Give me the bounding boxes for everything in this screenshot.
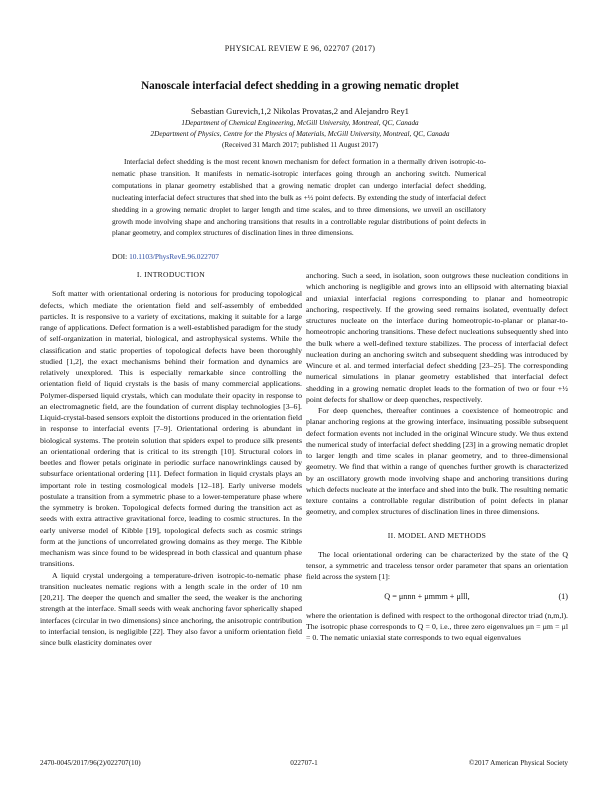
intro-paragraph-1: Soft matter with orientational ordering is notorious for producing topological defects, which mediate the orientation field and self-assembly of embedded particles. It is responsive to a variety of excitations, making it suitable for a large range of applications. Defect formation is a well-established paradigm for the study of self-organization in material, biological, and astrophysical systems. While the classification and static properties of topological defects have been thoroughly studied [1,2], the exact mechanisms behind their formation and dynamics are relatively unexplored. This is especially remarkable since controlling the orientation field of liquid crystals is the basis of many commercial applications. Polymer-dispersed liquid crystals, which can modulate their opacity in response to an electromagnetic field, are the foundation of current display technologies [3–6]. Liquid-crystal-based sensors exploit the distortions produced in the orientation field in response to interfacial events [7–9]. Orientational ordering is abundant in biological systems. The protein solution that spiders expel to produce silk presents an orientational ordering that is critical to its strength [10]. Structural colors in beetles and flower petals originate in periodic surface nanowrinklings caused by subsurface orientational ordering [11]. Defect formation in liquid crystals plays an important role in testing cosmological models [12–18]. Early universe models postulate a transition from a symmetric phase to a lower-temperature phase where the symmetry is broken. Topological defects formed during the transition act as seeds with extra attractive gravitational force, leading to cosmic structures. In the early universe model of Kibble [19], topological defects such as cosmic strings form at the junctions of uncorrelated growing domains as they merge. The Kibble mechanism was since found to be widespread in both classical and quantum phase transitions.	[40, 289, 302, 569]
left-column	[40, 266, 302, 648]
doi-label: DOI:	[112, 252, 128, 261]
doi-link[interactable]: 10.1103/PhysRevE.96.022707	[129, 252, 219, 261]
equation-1	[306, 591, 568, 602]
footer-copyright: ©2017 American Physical Society	[468, 759, 568, 767]
equation-number: (1)	[558, 591, 568, 601]
intro-paragraph-2: A liquid crystal undergoing a temperature-driven isotropic-to-nematic phase transition nucleates nematic regions with a length scale in the order of 10 nm [20,21]. The deeper the quench and smaller the seed, the weaker is the anchoring strength at the interface. Small seeds with weak anchoring favor spherically shaped interfaces (circular in two dimensions) since anchoring, the anisotropic contribution to interfacial tension, is negligible [22]. They also favor a uniform orientation field since bulk elasticity dominates over	[40, 570, 302, 647]
doi-line	[112, 252, 219, 261]
methods-paragraph-2: where the orientation is defined with respect to the orthogonal director triad (n,m,l). The isotropic phase corresponds to Q = 0, i.e., three zero eigenvalues μn = μm = μl = 0. The nematic uniaxial state corresponds to two equal eigenvalues	[306, 610, 568, 643]
author-list: Sebastian Gurevich,1,2 Nikolas Provatas,2 and Alejandro Rey1	[191, 106, 409, 116]
right-column	[306, 270, 568, 644]
abstract: Interfacial defect shedding is the most recent known mechanism for defect formation in a thermally driven isotropic-to-nematic phase transition. It manifests in nematic-isotropic interfaces going through an anchoring switch. Numerical computations in planar geometry established that a growing nematic droplet can undergo interfacial defect shedding, nucleating interfacial defect structures that shed into the bulk as +½ point defects. By extending the study of interfacial defect shedding in a growing nematic droplet to larger length and time scales, and to three dimensions, we unveil an oscillatory growth mode involving shape and anchoring transitions that results in a controllable regular distributions of point defects in planar geometry, and complex structures of disclination lines in three dimensions.	[112, 157, 486, 238]
intro-paragraph-3: anchoring. Such a seed, in isolation, soon outgrows these nucleation conditions in which anchoring is negligible and grows into an ellipsoid with alternating biaxial and uniaxial interfacial regions corresponding to planar and homeotropic anchoring, respectively. If the growing seed remains isolated, eventually defect structures nucleate on the interface during homeotropic-to-planar or planar-to-homeotropic anchoring transitions. These defect nucleations subsequently shed into the bulk where a well-defined texture stabilizes. The process of interfacial defect nucleation during an anchoring switch and subsequent shedding was introduced by Wincure et al. and termed interfacial defect shedding [23–25]. The corresponding numerical simulations in planar geometry established that interfacial defect shedding in a growing nematic droplet leads to the formation of two or four +½ point defects for shallow or deep quenches, respectively.	[306, 271, 568, 404]
section-heading-methods: II. MODEL AND METHODS	[387, 530, 487, 540]
received-dates: (Received 31 March 2017; published 11 August 2017)	[221, 141, 379, 149]
equation-body: Q = μnnn + μmmm + μlll,	[384, 591, 470, 601]
intro-paragraph-4: For deep quenches, thereafter continues a coexistence of homeotropic and planar anchoring regions at the growing interface, insinuating possible subsequent defect formation events not included in the original Wincure study. We thus extend the numerical study of interfacial defect shedding [23] in a growing nematic droplet to larger length and time scales in planar geometry, and to three-dimensional geometry. We find that within a range of quenches further growth is characterized by an oscillatory growth mode involving shape and anchoring transitions during which defects nucleate at the interface and shed into the bulk. The resulting nematic texture contains a controllable regular distribution of point defects in planar geometry, and complex structures of disclination lines in three dimensions.	[306, 406, 568, 517]
methods-paragraph-1: The local orientational ordering can be characterized by the state of the Q tensor, a symmetric and traceless tensor order parameter that spans an orientation field across the system [1]:	[306, 549, 568, 582]
section-heading-intro: I. INTRODUCTION	[136, 270, 206, 279]
affiliation-2: 2Department of Physics, Centre for the Physics of Materials, McGill University, Montreal, QC, Canada	[150, 130, 450, 138]
footer-issn: 2470-0045/2017/96(2)/022707(10)	[40, 759, 141, 767]
footer-page-number: 022707-1	[290, 759, 318, 767]
affiliation-1: 1Department of Chemical Engineering, McGill University, Montreal, QC, Canada	[181, 119, 419, 127]
journal-header: PHYSICAL REVIEW E 96, 022707 (2017)	[224, 44, 376, 53]
paper-title: Nanoscale interfacial defect shedding in a growing nematic droplet	[141, 80, 459, 92]
